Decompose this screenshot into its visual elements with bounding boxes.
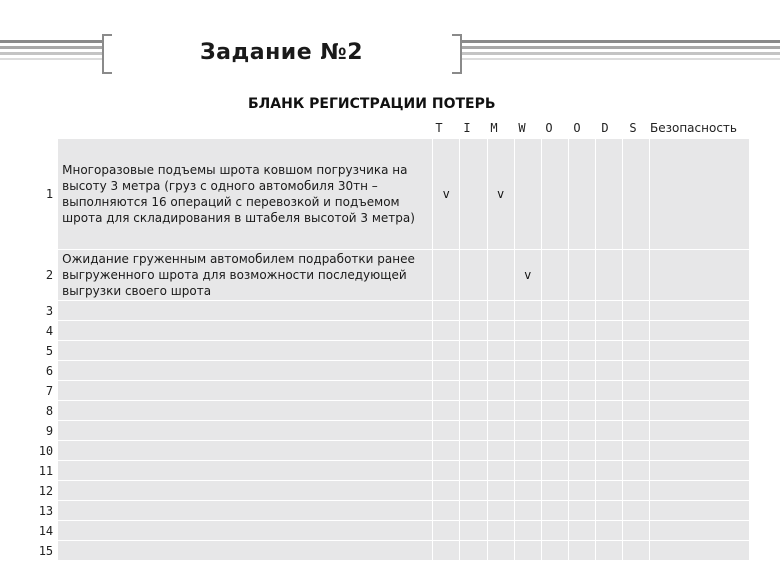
mark-cell-safety[interactable] (650, 341, 750, 361)
row-number: 4 (31, 321, 58, 341)
mark-cell-safety[interactable] (650, 139, 750, 250)
loss-description-cell[interactable] (58, 321, 433, 341)
row-number: 6 (31, 361, 58, 381)
mark-cell-safety[interactable] (650, 321, 750, 341)
mark-cell-s[interactable] (623, 250, 650, 301)
column-header-d: D (601, 121, 609, 135)
mark-cell-d[interactable] (596, 381, 623, 401)
loss-description-cell[interactable] (58, 301, 433, 321)
loss-description-cell[interactable] (58, 441, 433, 461)
mark-cell-s[interactable] (623, 341, 650, 361)
loss-description-cell[interactable] (58, 521, 433, 541)
form-title: БЛАНК РЕГИСТРАЦИИ ПОТЕРЬ (248, 96, 496, 112)
loss-description-cell[interactable] (58, 361, 433, 381)
mark-cell-m[interactable] (487, 421, 514, 441)
mark-cell-t[interactable] (433, 301, 460, 321)
table-row (31, 541, 750, 561)
loss-description-cell[interactable] (58, 461, 433, 481)
mark-cell-m[interactable] (487, 341, 514, 361)
mark-cell-i[interactable] (460, 521, 487, 541)
mark-cell-t[interactable] (433, 521, 460, 541)
mark-cell-o2[interactable] (568, 441, 595, 461)
mark-cell-w[interactable] (514, 361, 541, 381)
table-row (31, 361, 750, 381)
mark-cell-s[interactable] (623, 139, 650, 250)
mark-cell-t[interactable]: v (433, 139, 460, 250)
table-row (31, 461, 750, 481)
loss-description-cell[interactable] (58, 401, 433, 421)
table-row (31, 321, 750, 341)
row-number: 3 (31, 301, 58, 321)
mark-cell-d[interactable] (596, 541, 623, 561)
mark-cell-s[interactable] (623, 361, 650, 381)
mark-cell-i[interactable] (460, 250, 487, 301)
row-number: 10 (31, 441, 58, 461)
mark-cell-s[interactable] (623, 541, 650, 561)
mark-cell-i[interactable] (460, 301, 487, 321)
row-number: 7 (31, 381, 58, 401)
mark-cell-safety[interactable] (650, 461, 750, 481)
table-row (31, 521, 750, 541)
mark-cell-o1[interactable] (541, 521, 568, 541)
column-header-w: W (518, 121, 526, 135)
mark-cell-s[interactable] (623, 501, 650, 521)
mark-cell-m[interactable] (487, 301, 514, 321)
mark-cell-o2[interactable] (568, 521, 595, 541)
mark-cell-m[interactable] (487, 521, 514, 541)
mark-cell-m[interactable] (487, 361, 514, 381)
mark-cell-t[interactable] (433, 361, 460, 381)
mark-cell-o1[interactable] (541, 139, 568, 250)
mark-cell-o1[interactable] (541, 481, 568, 501)
loss-description-cell[interactable] (58, 421, 433, 441)
mark-cell-safety[interactable] (650, 301, 750, 321)
row-number: 2 (31, 250, 58, 301)
mark-cell-s[interactable] (623, 461, 650, 481)
mark-cell-o1[interactable] (541, 461, 568, 481)
mark-cell-d[interactable] (596, 301, 623, 321)
mark-cell-m[interactable] (487, 541, 514, 561)
row-number: 13 (31, 501, 58, 521)
mark-cell-d[interactable] (596, 481, 623, 501)
loss-description-cell[interactable]: Ожидание груженным автомобилем подработки ранее выгруженного шрота для возможности последующей выгрузки своего шрота (58, 250, 433, 301)
mark-cell-w[interactable] (514, 461, 541, 481)
row-number: 1 (31, 139, 58, 250)
mark-cell-o2[interactable] (568, 341, 595, 361)
title-bracket-left (102, 34, 112, 74)
slide-title: Задание №2 (200, 40, 364, 65)
mark-cell-m[interactable] (487, 461, 514, 481)
mark-cell-t[interactable] (433, 441, 460, 461)
loss-description-cell[interactable] (58, 501, 433, 521)
loss-registration-table (30, 138, 750, 561)
mark-cell-i[interactable] (460, 321, 487, 341)
mark-cell-t[interactable] (433, 401, 460, 421)
mark-cell-safety[interactable] (650, 381, 750, 401)
row-number: 8 (31, 401, 58, 421)
mark-cell-s[interactable] (623, 381, 650, 401)
mark-cell-d[interactable] (596, 139, 623, 250)
mark-cell-safety[interactable] (650, 361, 750, 381)
table-row (31, 401, 750, 421)
mark-cell-d[interactable] (596, 441, 623, 461)
mark-cell-o1[interactable] (541, 401, 568, 421)
mark-cell-t[interactable] (433, 481, 460, 501)
mark-cell-m[interactable] (487, 250, 514, 301)
mark-cell-safety[interactable] (650, 250, 750, 301)
mark-cell-i[interactable] (460, 361, 487, 381)
mark-cell-d[interactable] (596, 250, 623, 301)
mark-cell-s[interactable] (623, 441, 650, 461)
loss-description-cell[interactable] (58, 481, 433, 501)
column-header-t: T (435, 121, 443, 135)
row-number: 15 (31, 541, 58, 561)
mark-cell-m[interactable] (487, 401, 514, 421)
mark-cell-i[interactable] (460, 441, 487, 461)
mark-cell-s[interactable] (623, 301, 650, 321)
row-number: 5 (31, 341, 58, 361)
mark-cell-i[interactable] (460, 381, 487, 401)
mark-cell-i[interactable] (460, 541, 487, 561)
mark-cell-o2[interactable] (568, 421, 595, 441)
mark-cell-w[interactable] (514, 139, 541, 250)
mark-cell-d[interactable] (596, 401, 623, 421)
mark-cell-o1[interactable] (541, 501, 568, 521)
mark-cell-t[interactable] (433, 421, 460, 441)
table-row (31, 341, 750, 361)
mark-cell-o1[interactable] (541, 441, 568, 461)
mark-cell-w[interactable] (514, 521, 541, 541)
mark-cell-o2[interactable] (568, 401, 595, 421)
mark-cell-m[interactable]: v (487, 139, 514, 250)
mark-cell-o1[interactable] (541, 301, 568, 321)
loss-description-cell[interactable]: Многоразовые подъемы шрота ковшом погрузчика на высоту 3 метра (груз с одного автомобиля 30тн –выполняются 16 операций с перевозкой и подъемом шрота для складирования в штабеля высотой 3 метра) (58, 139, 433, 250)
mark-cell-o2[interactable] (568, 361, 595, 381)
title-bracket-right (452, 34, 462, 74)
loss-description-cell[interactable] (58, 541, 433, 561)
mark-cell-o1[interactable] (541, 341, 568, 361)
mark-cell-d[interactable] (596, 521, 623, 541)
mark-cell-d[interactable] (596, 341, 623, 361)
mark-cell-o1[interactable] (541, 541, 568, 561)
table-row (31, 301, 750, 321)
mark-cell-m[interactable] (487, 501, 514, 521)
mark-cell-m[interactable] (487, 321, 514, 341)
column-header-o2: O (573, 121, 581, 135)
mark-cell-t[interactable] (433, 381, 460, 401)
loss-description-cell[interactable] (58, 341, 433, 361)
mark-cell-safety[interactable] (650, 541, 750, 561)
mark-cell-w[interactable] (514, 301, 541, 321)
mark-cell-m[interactable] (487, 381, 514, 401)
row-number: 14 (31, 521, 58, 541)
mark-cell-o1[interactable] (541, 250, 568, 301)
table-row (31, 381, 750, 401)
mark-cell-i[interactable] (460, 421, 487, 441)
mark-cell-safety[interactable] (650, 501, 750, 521)
table-row (31, 250, 750, 301)
mark-cell-o2[interactable] (568, 301, 595, 321)
mark-cell-o2[interactable] (568, 501, 595, 521)
column-header-i: I (463, 121, 471, 135)
mark-cell-w[interactable] (514, 421, 541, 441)
mark-cell-t[interactable] (433, 250, 460, 301)
mark-cell-d[interactable] (596, 321, 623, 341)
loss-description-cell[interactable] (58, 381, 433, 401)
mark-cell-w[interactable] (514, 321, 541, 341)
mark-cell-m[interactable] (487, 441, 514, 461)
mark-cell-w[interactable] (514, 401, 541, 421)
mark-cell-o2[interactable] (568, 461, 595, 481)
mark-cell-w[interactable] (514, 341, 541, 361)
mark-cell-d[interactable] (596, 501, 623, 521)
mark-cell-o1[interactable] (541, 321, 568, 341)
row-number: 12 (31, 481, 58, 501)
mark-cell-t[interactable] (433, 541, 460, 561)
mark-cell-t[interactable] (433, 461, 460, 481)
mark-cell-w[interactable] (514, 541, 541, 561)
mark-cell-o1[interactable] (541, 421, 568, 441)
table-row (31, 421, 750, 441)
mark-cell-w[interactable] (514, 481, 541, 501)
mark-cell-o2[interactable] (568, 250, 595, 301)
mark-cell-s[interactable] (623, 481, 650, 501)
mark-cell-s[interactable] (623, 401, 650, 421)
mark-cell-o2[interactable] (568, 321, 595, 341)
mark-cell-t[interactable] (433, 341, 460, 361)
decorative-stripes-right (462, 40, 780, 60)
table-row (31, 501, 750, 521)
table-row (31, 441, 750, 461)
mark-cell-w[interactable] (514, 501, 541, 521)
mark-cell-d[interactable] (596, 421, 623, 441)
mark-cell-o2[interactable] (568, 139, 595, 250)
mark-cell-t[interactable] (433, 501, 460, 521)
mark-cell-i[interactable] (460, 461, 487, 481)
mark-cell-safety[interactable] (650, 441, 750, 461)
mark-cell-safety[interactable] (650, 481, 750, 501)
mark-cell-w[interactable]: v (514, 250, 541, 301)
mark-cell-s[interactable] (623, 421, 650, 441)
mark-cell-d[interactable] (596, 361, 623, 381)
mark-cell-safety[interactable] (650, 401, 750, 421)
mark-cell-o2[interactable] (568, 481, 595, 501)
mark-cell-t[interactable] (433, 321, 460, 341)
mark-cell-s[interactable] (623, 321, 650, 341)
mark-cell-m[interactable] (487, 481, 514, 501)
mark-cell-i[interactable] (460, 401, 487, 421)
mark-cell-i[interactable] (460, 139, 487, 250)
column-header-s: S (629, 121, 637, 135)
decorative-stripes-left (0, 40, 102, 60)
mark-cell-o1[interactable] (541, 361, 568, 381)
row-number: 11 (31, 461, 58, 481)
mark-cell-safety[interactable] (650, 421, 750, 441)
mark-cell-o2[interactable] (568, 541, 595, 561)
mark-cell-s[interactable] (623, 521, 650, 541)
mark-cell-o2[interactable] (568, 381, 595, 401)
mark-cell-d[interactable] (596, 461, 623, 481)
column-header-m: M (490, 121, 498, 135)
column-header-o1: O (545, 121, 553, 135)
column-header-safety: Безопасность (650, 121, 737, 135)
mark-cell-safety[interactable] (650, 521, 750, 541)
mark-cell-i[interactable] (460, 341, 487, 361)
mark-cell-i[interactable] (460, 501, 487, 521)
mark-cell-o1[interactable] (541, 381, 568, 401)
mark-cell-w[interactable] (514, 381, 541, 401)
table-row (31, 139, 750, 250)
row-number: 9 (31, 421, 58, 441)
mark-cell-w[interactable] (514, 441, 541, 461)
mark-cell-i[interactable] (460, 481, 487, 501)
table-row (31, 481, 750, 501)
